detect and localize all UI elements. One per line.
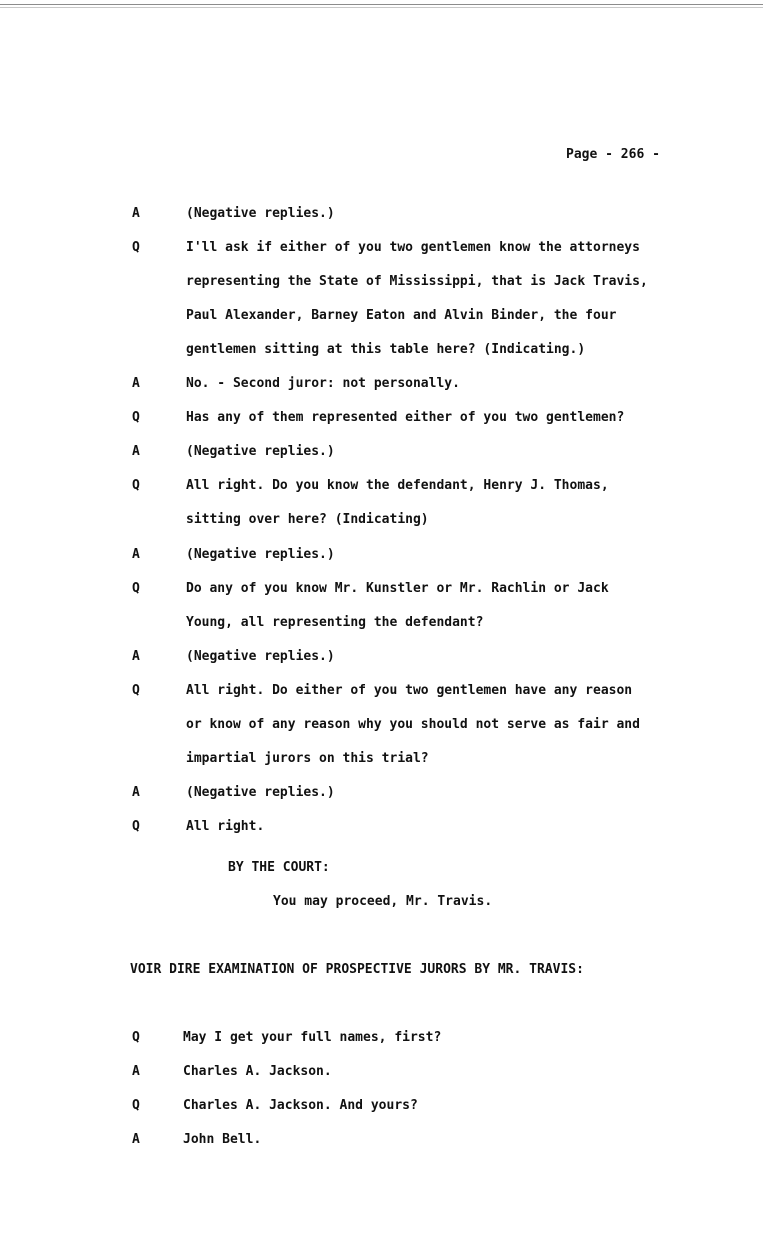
transcript-line (0, 308, 763, 328)
transcript-line (0, 376, 763, 396)
transcript-line (0, 410, 763, 430)
transcript-line (0, 751, 763, 771)
transcript-line (0, 1098, 763, 1118)
transcript-line (0, 819, 763, 839)
transcript-text: All right. (186, 818, 265, 834)
speaker-label: A (132, 206, 140, 221)
transcript-text: representing the State of Mississippi, that is Jack Travis, (186, 274, 648, 290)
speaker-label: Q (132, 1098, 140, 1113)
transcript-line (0, 206, 763, 226)
transcript-line (0, 581, 763, 601)
transcript-line (0, 342, 763, 362)
page-number: Page - 266 - (566, 147, 660, 162)
speaker-label: Q (132, 478, 140, 494)
transcript-text: impartial jurors on this trial? (186, 750, 429, 766)
speaker-label: A (132, 376, 140, 392)
transcript-text: sitting over here? (Indicating) (186, 512, 429, 528)
speaker-label: A (132, 444, 140, 460)
speaker-label: A (132, 1064, 140, 1079)
speaker-label: A (132, 784, 140, 800)
transcript-text: I'll ask if either of you two gentlemen know the attorneys (186, 240, 640, 256)
speaker-label: A (132, 546, 140, 562)
transcript-text: (Negative replies.) (186, 784, 335, 800)
transcript-text: John Bell. (183, 1132, 262, 1147)
transcript-text: Do any of you know Mr. Kunstler or Mr. Rachlin or Jack (186, 580, 609, 596)
transcript-line (0, 717, 763, 737)
speaker-label: Q (132, 818, 140, 834)
top-rule (0, 4, 763, 5)
section-heading: VOIR DIRE EXAMINATION OF PROSPECTIVE JURORS BY MR. TRAVIS: (130, 962, 584, 977)
transcript-line (0, 615, 763, 635)
transcript-text: (Negative replies.) (186, 648, 335, 664)
transcript-text: Paul Alexander, Barney Eaton and Alvin Binder, the four (186, 308, 617, 324)
transcript-text: (Negative replies.) (186, 206, 335, 221)
transcript-text: Charles A. Jackson. And yours? (183, 1098, 418, 1113)
speaker-label: Q (132, 240, 140, 256)
transcript-line (0, 444, 763, 464)
transcript-text: or know of any reason why you should not serve as fair and (186, 716, 640, 732)
transcript-text: No. - Second juror: not personally. (186, 376, 460, 392)
transcript-text: May I get your full names, first? (183, 1030, 442, 1045)
transcript-line (0, 547, 763, 567)
speaker-label: A (132, 1132, 140, 1147)
transcript-text: All right. Do you know the defendant, Henry J. Thomas, (186, 478, 609, 494)
transcript-line (0, 785, 763, 805)
transcript-text: Has any of them represented either of you two gentlemen? (186, 410, 625, 426)
court-statement: You may proceed, Mr. Travis. (273, 894, 493, 909)
transcript-line (0, 1064, 763, 1084)
transcript-line (0, 512, 763, 532)
top-rule-faint (0, 7, 763, 8)
speaker-label: Q (132, 682, 140, 698)
transcript-text: (Negative replies.) (186, 444, 335, 460)
transcript-line (0, 683, 763, 703)
court-heading: BY THE COURT: (228, 860, 330, 875)
transcript-text: All right. Do either of you two gentlemen have any reason (186, 682, 633, 698)
transcript-line (0, 1132, 763, 1152)
transcript-text: (Negative replies.) (186, 546, 335, 562)
transcript-line (0, 240, 763, 260)
speaker-label: Q (132, 1030, 140, 1045)
transcript-text: Charles A. Jackson. (183, 1064, 332, 1079)
transcript-line (0, 649, 763, 669)
speaker-label: Q (132, 410, 140, 426)
transcript-text: Young, all representing the defendant? (186, 614, 484, 630)
speaker-label: A (132, 648, 140, 664)
transcript-text: gentlemen sitting at this table here? (Indicating.) (186, 342, 586, 358)
transcript-line (0, 1030, 763, 1050)
transcript-line (0, 274, 763, 294)
transcript-line (0, 478, 763, 498)
speaker-label: Q (132, 580, 140, 596)
